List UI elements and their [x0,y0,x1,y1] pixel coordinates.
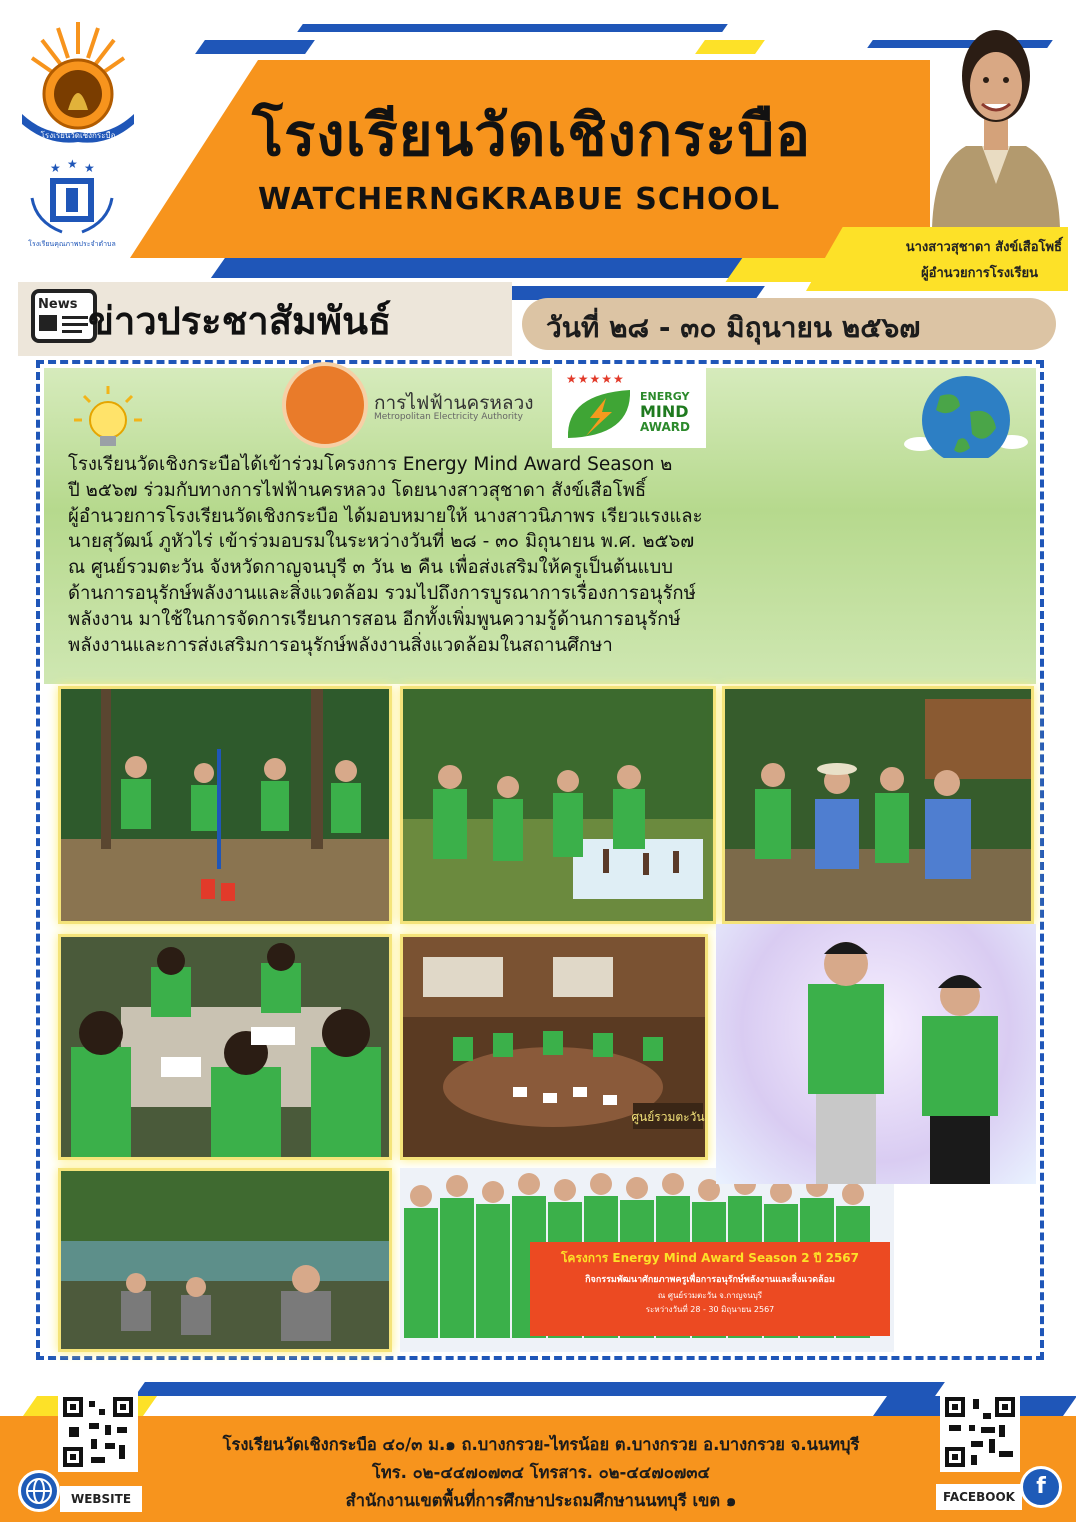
header-stripe-yellow-top [695,40,765,54]
banner-line-2: กิจกรรมพัฒนาศักยภาพครูเพื่อการอนุรักษ์พลังงานและสิ่งแวดล้อม [585,1275,835,1285]
article-line: ณ ศูนย์รวมตะวัน จังหวัดกาญจนบุรี ๓ วัน ๒ คืน เพื่อส่งเสริมให้ครูเป็นต้นแบบ [68,557,673,579]
mea-name-english: Metropolitan Electricity Authority [374,412,523,422]
photo-forest-walk [722,686,1034,924]
footer-phone: โทร. ๐๒-๔๔๗๐๗๓๔ โทรสาร. ๐๒-๔๔๗๐๗๓๔ [371,1463,711,1482]
banner-line-3: ณ ศูนย์รวมตะวัน จ.กาญจนบุรี [657,1291,763,1300]
svg-text:★: ★ [84,161,95,175]
article-line: พลังงาน มาใช้ในการจัดการเรียนการสอน อีกทั้งเพิ่มพูนความรู้ด้านการอนุรักษ์ [68,608,681,630]
facebook-qr-code[interactable] [940,1392,1020,1472]
director-name: นางสาวสุชาดา สังข์เสือโพธิ์ [905,240,1062,255]
footer-stripe-blue [135,1382,945,1396]
website-label[interactable]: WEBSITE [60,1486,142,1512]
photo-group-banner [400,1168,894,1352]
news-date: วันที่ ๒๘ - ๓๐ มิถุนายน ๒๕๖๗ [546,311,921,344]
facebook-label[interactable]: FACEBOOK [936,1484,1022,1510]
photo-outdoor-activity [58,686,392,924]
photo-pose-pair [716,924,1036,1184]
award-line-1: ENERGY [640,390,690,403]
header-stripe-blue-left [195,40,315,54]
logo-caption: โรงเรียนวัดเชิงกระบือ [40,131,116,140]
globe-icon [900,372,1030,458]
article-line: ปี ๒๕๖๗ ร่วมกับทางการไฟฟ้านครหลวง โดยนางสาวสุชาดา สังข์เสือโพธิ์ [68,479,647,501]
footer-address: โรงเรียนวัดเชิงกระบือ ๔๐/๓ ม.๑ ถ.บางกรวย-ไทรน้อย ต.บางกรวย อ.บางกรวย จ.นนทบุรี [222,1435,860,1454]
award-stars: ★★★★★ [566,372,625,386]
mea-name-thai: การไฟฟ้านครหลวง [374,392,534,414]
award-line-2: MIND [640,402,689,421]
school-name-thai: โรงเรียนวัดเชิงกระบือ [252,101,812,169]
header-stripe-blue-top [297,24,728,32]
website-qr-code[interactable] [58,1392,138,1472]
mea-logo-icon [282,362,368,448]
globe-website-icon[interactable] [18,1470,60,1512]
photo-group-circle [400,934,708,1160]
facebook-icon[interactable]: f [1020,1466,1062,1508]
director-role: ผู้อำนวยการโรงเรียน [921,266,1038,281]
svg-text:★: ★ [50,161,61,175]
badge-caption: โรงเรียนคุณภาพประจำตำบล [28,240,116,248]
article-body [68,452,1014,658]
article-line: ผู้อำนวยการโรงเรียนวัดเชิงกระบือ ได้มอบหมายให้ นางสาวนิภาพร เรียวแรงและ [68,505,703,527]
director-portrait [926,14,1066,228]
photo-riverside [58,1168,392,1352]
article-line: โรงเรียนวัดเชิงกระบือได้เข้าร่วมโครงการ Energy Mind Award Season ๒ [68,454,673,475]
quality-badge-icon [22,158,122,250]
school-logo-icon [18,14,138,149]
svg-text:★: ★ [67,158,78,171]
article-line: พลังงานและการส่งเสริมการอนุรักษ์พลังงานสิ่งแวดล้อมในสถานศึกษา [68,634,613,656]
banner-line-1: โครงการ Energy Mind Award Season 2 ปี 2567 [560,1251,860,1265]
banner-line-4: ระหว่างวันที่ 28 - 30 มิถุนายน 2567 [645,1305,775,1314]
article-line: ด้านการอนุรักษ์พลังงานและสิ่งแวดล้อม รวมไปถึงการบูรณาการเรื่องการอนุรักษ์ [68,582,696,604]
school-name-english: WATCHERNGKRABUE SCHOOL [258,182,781,217]
article-line: นายสุวัฒน์ ภูหัวไร่ เข้าร่วมอบรมในระหว่างวันที่ ๒๘ - ๓๐ มิถุนายน พ.ศ. ๒๕๖๗ [68,531,695,553]
photo-model-demonstration [400,686,716,924]
award-line-3: AWARD [640,420,690,434]
news-icon-label: News [38,297,78,312]
lightbulb-icon [72,384,144,456]
photo-workshop-writing [58,934,392,1160]
news-heading: ข่าวประชาสัมพันธ์ [88,299,392,343]
sign-text: ศูนย์รวมตะวัน [631,1110,705,1124]
footer-office: สำนักงานเขตพื้นที่การศึกษาประถมศึกษานนทบุรี เขต ๑ [345,1491,737,1510]
leaf-lightning-icon [560,384,636,444]
